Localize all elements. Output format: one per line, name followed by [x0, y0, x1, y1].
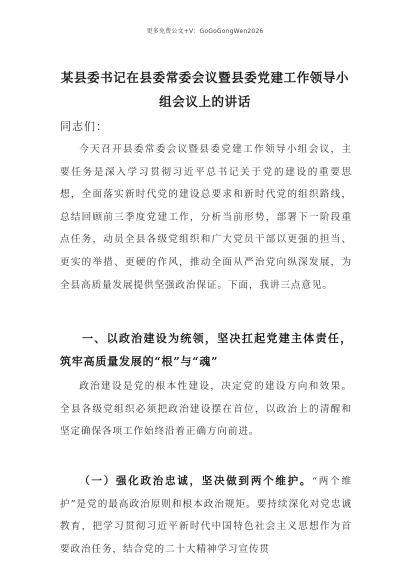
subheading-1: （一）强化政治忠诚，坚决做到两个维护。 — [79, 475, 313, 487]
paragraph-intro: 今天召开县委常委会议暨县委党建工作领导小组会议，主要任务是深入学习贯彻习近平总书记关于党的建设的重要思想，全面落实新时代党的建设总要求和新时代党的组织路线，总结回顾前三季度党建工作，分析当前形势，部署下一阶段重点任务，动员全县各级党组织和广大党员干部以更强的担当、更实的举措、更硬的作风，推动全面从严治党向纵深发展，为全县高质量发展提供坚强政治保证。下面，我讲三点意见。 — [60, 144, 352, 291]
paragraph-loyalty-text: “两个维护”是党的最高政治原则和根本政治规矩。要持续深化对党忠诚教育，把学习贯彻习近平新时代中国特色社会主义思想作为首要政治任务，结合党的二十大精神学习宣传贯 — [60, 476, 352, 555]
header-note: 更多免费公文+V：GoGoGongWen2026 — [146, 28, 264, 35]
salutation: 同志们： — [60, 120, 108, 133]
paragraph-political-building: 政治建设是党的根本性建设，决定党的建设方向和效果。全县各级党组织必须把政治建设摆在首位，以政治上的清醒和坚定确保各项工作始终沿着正确方向前进。 — [60, 381, 352, 438]
document-title: 某县委书记在县委常委会议暨县委党建工作领导小组会议上的讲话 — [60, 70, 350, 109]
section-heading-1: 一、以政治建设为统领，坚决扛起党建主体责任，筑牢高质量发展的“根”与“魂” — [60, 332, 352, 368]
paragraph-loyalty — [60, 470, 352, 561]
